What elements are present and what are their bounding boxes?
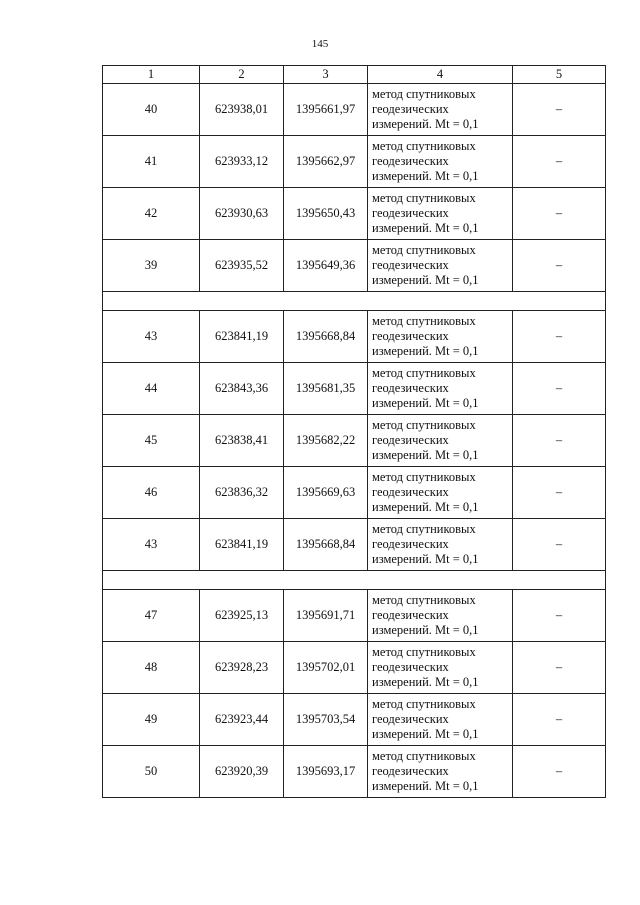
method-cell bbox=[368, 519, 513, 571]
method-line: метод спутниковых bbox=[372, 87, 476, 101]
table-row bbox=[103, 642, 606, 694]
method-cell bbox=[368, 415, 513, 467]
x-coordinate-cell: 623935,52 bbox=[200, 240, 284, 292]
note-cell: – bbox=[513, 467, 606, 519]
x-coordinate-cell: 623843,36 bbox=[200, 363, 284, 415]
group-separator-row bbox=[103, 571, 606, 590]
note-cell: – bbox=[513, 240, 606, 292]
y-coordinate-cell: 1395691,71 bbox=[284, 590, 368, 642]
note-cell: – bbox=[513, 519, 606, 571]
header-row bbox=[103, 66, 606, 84]
point-number-cell: 45 bbox=[103, 415, 200, 467]
table-row bbox=[103, 240, 606, 292]
method-line: геодезических bbox=[372, 660, 449, 674]
method-line: измерений. Mt = 0,1 bbox=[372, 396, 479, 410]
note-cell: – bbox=[513, 642, 606, 694]
header-cell-1: 1 bbox=[103, 66, 200, 84]
method-cell bbox=[368, 642, 513, 694]
method-line: геодезических bbox=[372, 102, 449, 116]
point-number-cell: 46 bbox=[103, 467, 200, 519]
coordinates-table-body bbox=[103, 66, 606, 798]
table-row bbox=[103, 363, 606, 415]
method-cell bbox=[368, 694, 513, 746]
header-cell-2: 2 bbox=[200, 66, 284, 84]
point-number-cell: 41 bbox=[103, 136, 200, 188]
method-line: измерений. Mt = 0,1 bbox=[372, 221, 479, 235]
method-line: метод спутниковых bbox=[372, 366, 476, 380]
method-cell bbox=[368, 590, 513, 642]
point-number-cell: 49 bbox=[103, 694, 200, 746]
header-cell-4: 4 bbox=[368, 66, 513, 84]
method-line: измерений. Mt = 0,1 bbox=[372, 117, 479, 131]
method-line: метод спутниковых bbox=[372, 243, 476, 257]
separator-cell bbox=[103, 571, 606, 590]
x-coordinate-cell: 623923,44 bbox=[200, 694, 284, 746]
point-number-cell: 42 bbox=[103, 188, 200, 240]
table-row bbox=[103, 415, 606, 467]
method-line: метод спутниковых bbox=[372, 314, 476, 328]
x-coordinate-cell: 623841,19 bbox=[200, 311, 284, 363]
point-number-cell: 40 bbox=[103, 84, 200, 136]
method-line: метод спутниковых bbox=[372, 522, 476, 536]
x-coordinate-cell: 623836,32 bbox=[200, 467, 284, 519]
method-cell bbox=[368, 84, 513, 136]
table-row bbox=[103, 590, 606, 642]
method-line: геодезических bbox=[372, 537, 449, 551]
point-number-cell: 47 bbox=[103, 590, 200, 642]
method-line: геодезических bbox=[372, 258, 449, 272]
method-line: геодезических bbox=[372, 433, 449, 447]
method-cell bbox=[368, 363, 513, 415]
note-cell: – bbox=[513, 311, 606, 363]
point-number-cell: 43 bbox=[103, 311, 200, 363]
method-line: измерений. Mt = 0,1 bbox=[372, 273, 479, 287]
y-coordinate-cell: 1395693,17 bbox=[284, 746, 368, 798]
method-line: геодезических bbox=[372, 764, 449, 778]
method-line: метод спутниковых bbox=[372, 645, 476, 659]
table-row bbox=[103, 467, 606, 519]
method-line: метод спутниковых bbox=[372, 470, 476, 484]
method-line: измерений. Mt = 0,1 bbox=[372, 169, 479, 183]
note-cell: – bbox=[513, 590, 606, 642]
separator-cell bbox=[103, 292, 606, 311]
method-line: измерений. Mt = 0,1 bbox=[372, 448, 479, 462]
x-coordinate-cell: 623930,63 bbox=[200, 188, 284, 240]
method-line: измерений. Mt = 0,1 bbox=[372, 727, 479, 741]
y-coordinate-cell: 1395702,01 bbox=[284, 642, 368, 694]
method-line: геодезических bbox=[372, 154, 449, 168]
method-line: измерений. Mt = 0,1 bbox=[372, 500, 479, 514]
method-line: метод спутниковых bbox=[372, 418, 476, 432]
method-line: метод спутниковых bbox=[372, 191, 476, 205]
x-coordinate-cell: 623838,41 bbox=[200, 415, 284, 467]
method-line: метод спутниковых bbox=[372, 697, 476, 711]
note-cell: – bbox=[513, 363, 606, 415]
y-coordinate-cell: 1395703,54 bbox=[284, 694, 368, 746]
y-coordinate-cell: 1395681,35 bbox=[284, 363, 368, 415]
y-coordinate-cell: 1395682,22 bbox=[284, 415, 368, 467]
x-coordinate-cell: 623841,19 bbox=[200, 519, 284, 571]
note-cell: – bbox=[513, 415, 606, 467]
note-cell: – bbox=[513, 694, 606, 746]
group-separator-row bbox=[103, 292, 606, 311]
method-cell bbox=[368, 136, 513, 188]
method-cell bbox=[368, 467, 513, 519]
method-line: измерений. Mt = 0,1 bbox=[372, 675, 479, 689]
table-row bbox=[103, 311, 606, 363]
table-row bbox=[103, 694, 606, 746]
method-cell bbox=[368, 188, 513, 240]
method-cell bbox=[368, 311, 513, 363]
method-line: метод спутниковых bbox=[372, 593, 476, 607]
coordinates-table bbox=[102, 65, 606, 798]
x-coordinate-cell: 623928,23 bbox=[200, 642, 284, 694]
method-cell bbox=[368, 240, 513, 292]
y-coordinate-cell: 1395668,84 bbox=[284, 311, 368, 363]
method-line: геодезических bbox=[372, 206, 449, 220]
y-coordinate-cell: 1395669,63 bbox=[284, 467, 368, 519]
x-coordinate-cell: 623920,39 bbox=[200, 746, 284, 798]
method-line: метод спутниковых bbox=[372, 139, 476, 153]
table-row bbox=[103, 746, 606, 798]
method-line: геодезических bbox=[372, 381, 449, 395]
method-line: измерений. Mt = 0,1 bbox=[372, 344, 479, 358]
method-cell bbox=[368, 746, 513, 798]
method-line: измерений. Mt = 0,1 bbox=[372, 623, 479, 637]
note-cell: – bbox=[513, 136, 606, 188]
method-line: геодезических bbox=[372, 608, 449, 622]
table-row bbox=[103, 136, 606, 188]
header-cell-3: 3 bbox=[284, 66, 368, 84]
method-line: геодезических bbox=[372, 712, 449, 726]
y-coordinate-cell: 1395668,84 bbox=[284, 519, 368, 571]
page-number: 145 bbox=[311, 38, 329, 50]
method-line: геодезических bbox=[372, 485, 449, 499]
y-coordinate-cell: 1395661,97 bbox=[284, 84, 368, 136]
method-line: метод спутниковых bbox=[372, 749, 476, 763]
y-coordinate-cell: 1395662,97 bbox=[284, 136, 368, 188]
point-number-cell: 50 bbox=[103, 746, 200, 798]
y-coordinate-cell: 1395650,43 bbox=[284, 188, 368, 240]
table-row bbox=[103, 188, 606, 240]
x-coordinate-cell: 623933,12 bbox=[200, 136, 284, 188]
point-number-cell: 44 bbox=[103, 363, 200, 415]
point-number-cell: 39 bbox=[103, 240, 200, 292]
note-cell: – bbox=[513, 84, 606, 136]
point-number-cell: 43 bbox=[103, 519, 200, 571]
point-number-cell: 48 bbox=[103, 642, 200, 694]
note-cell: – bbox=[513, 188, 606, 240]
x-coordinate-cell: 623925,13 bbox=[200, 590, 284, 642]
table-row bbox=[103, 84, 606, 136]
method-line: измерений. Mt = 0,1 bbox=[372, 779, 479, 793]
x-coordinate-cell: 623938,01 bbox=[200, 84, 284, 136]
note-cell: – bbox=[513, 746, 606, 798]
method-line: геодезических bbox=[372, 329, 449, 343]
method-line: измерений. Mt = 0,1 bbox=[372, 552, 479, 566]
y-coordinate-cell: 1395649,36 bbox=[284, 240, 368, 292]
header-cell-5: 5 bbox=[513, 66, 606, 84]
table-row bbox=[103, 519, 606, 571]
